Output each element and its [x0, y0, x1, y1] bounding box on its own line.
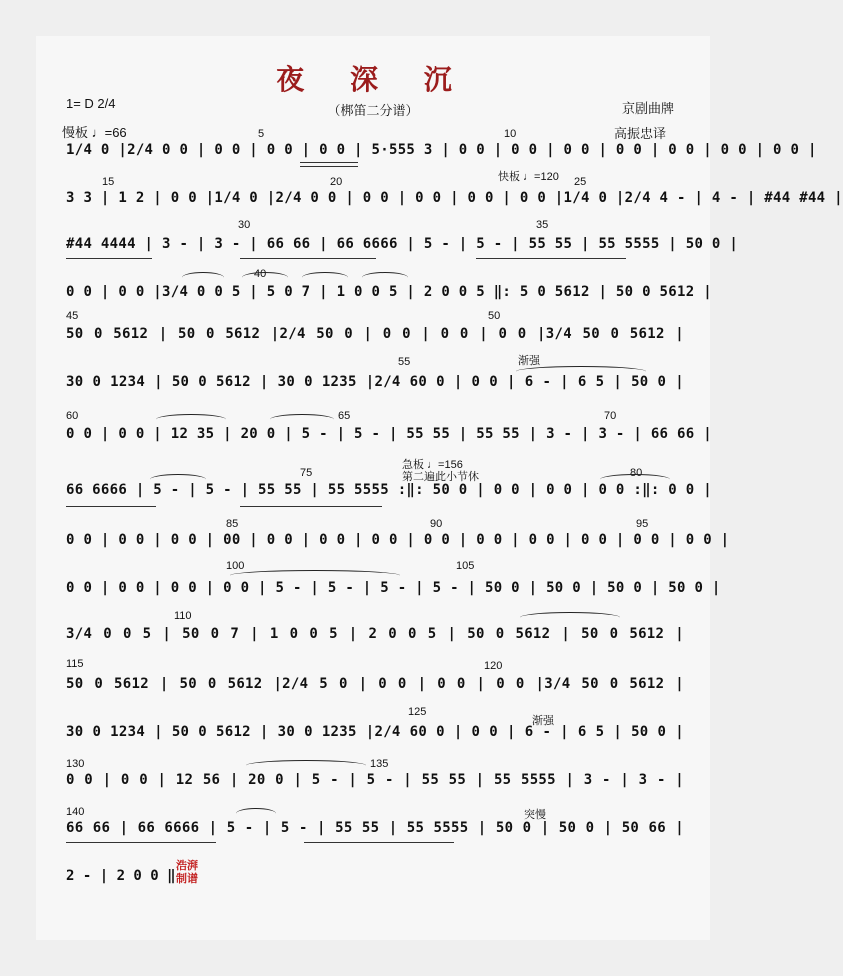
measure-number: 125 [408, 706, 427, 718]
slur-mark [230, 570, 400, 581]
score-line-14: 0 0 | 0 0 | 12 56 | 20 0 | 5 - | 5 - | 55 55 | 55 5555 | 3 - | 3 - | [66, 772, 684, 788]
measure-number: 70 [604, 410, 617, 422]
slur-mark [520, 612, 620, 623]
slur-mark [516, 366, 646, 377]
slur-mark [236, 808, 276, 819]
measure-number: 75 [300, 467, 313, 479]
score-line-11: 3/4 0 0 5 | 50 0 7 | 1 0 0 5 | 2 0 0 5 | 50 0 5612 | 50 0 5612 | [66, 626, 684, 642]
score-line-2: 3 3 | 1 2 | 0 0 |1/4 0 |2/4 0 0 | 0 0 | 0 0 | 0 0 | 0 0 |1/4 0 |2/4 4 - | 4 - | #44 #44 | [66, 190, 843, 206]
key-signature: 1= D 2/4 [66, 96, 116, 111]
beam-line [66, 258, 152, 259]
crescendo-mark: 渐强 [532, 715, 554, 727]
beam-line [240, 506, 382, 507]
measure-number: 30 [238, 219, 251, 231]
tempo-very-fast: 急板 ♩=156 [402, 459, 463, 471]
beam-line [240, 258, 376, 259]
tempo-fast: 快板 ♩=120 [498, 171, 559, 183]
measure-number: 40 [254, 268, 267, 280]
slur-mark [242, 272, 288, 283]
measure-number: 50 [488, 310, 501, 322]
sudden-slow-mark: 突慢 [524, 809, 546, 821]
score-line-1: 1/4 0 |2/4 0 0 | 0 0 | 0 0 | 0 0 | 5·555 3 | 0 0 | 0 0 | 0 0 | 0 0 | 0 0 | 0 0 | 0 0 | [66, 142, 817, 158]
measure-number: 15 [102, 176, 115, 188]
slur-mark [182, 272, 224, 283]
score-title: 夜 深 沉 [276, 63, 470, 96]
measure-number: 115 [66, 658, 84, 670]
measure-number: 135 [370, 758, 389, 770]
measure-number: 55 [398, 356, 411, 368]
slur-mark [600, 474, 670, 485]
score-line-9: 0 0 | 0 0 | 0 0 | 00 | 0 0 | 0 0 | 0 0 | 0 0 | 0 0 | 0 0 | 0 0 | 0 0 | 0 0 | [66, 532, 730, 548]
measure-number: 100 [226, 560, 245, 572]
measure-number: 140 [66, 806, 85, 818]
measure-number: 5 [258, 128, 265, 140]
beam-line [300, 162, 358, 163]
beam-line [300, 166, 358, 167]
slur-mark [150, 474, 206, 485]
score-line-5: 50 0 5612 | 50 0 5612 |2/4 50 0 | 0 0 | 0 0 | 0 0 |3/4 50 0 5612 | [66, 326, 684, 342]
crescendo-mark: 渐强 [518, 355, 540, 367]
score-line-3: #44 4444 | 3 - | 3 - | 66 66 | 66 6666 | 5 - | 5 - | 55 55 | 55 5555 | 50 0 | [66, 236, 739, 252]
measure-number: 60 [66, 410, 79, 422]
measure-number: 130 [66, 758, 85, 770]
genre-label: 京剧曲牌 [622, 101, 675, 116]
score-line-8: 66 6666 | 5 - | 5 - | 55 55 | 55 5555 :‖: 50 0 | 0 0 | 0 0 | 0 0 :‖: 0 0 | [66, 482, 712, 498]
score-line-12: 50 0 5612 | 50 0 5612 |2/4 5 0 | 0 0 | 0 0 | 0 0 |3/4 50 0 5612 | [66, 676, 684, 692]
measure-number: 80 [630, 467, 643, 479]
measure-number: 110 [174, 610, 192, 622]
final-measures: 2 - | 2 0 0 ‖ [66, 868, 176, 884]
beam-line [66, 842, 216, 843]
beam-line [476, 258, 626, 259]
measure-number: 25 [574, 176, 587, 188]
slur-mark [270, 414, 334, 425]
score-line-10: 0 0 | 0 0 | 0 0 | 0 0 | 5 - | 5 - | 5 - | 5 - | 50 0 | 50 0 | 50 0 | 50 0 | [66, 580, 721, 596]
slur-mark [246, 760, 366, 771]
measure-number: 95 [636, 518, 649, 530]
score-line-7: 0 0 | 0 0 | 12 35 | 20 0 | 5 - | 5 - | 55 55 | 55 55 | 3 - | 3 - | 66 66 | [66, 426, 712, 442]
slur-mark [156, 414, 226, 425]
score-line-13: 30 0 1234 | 50 0 5612 | 30 0 1235 |2/4 60 0 | 0 0 | 6 - | 6 5 | 50 0 | [66, 724, 684, 740]
beam-line [66, 506, 156, 507]
measure-number: 45 [66, 310, 79, 322]
slur-mark [302, 272, 348, 283]
measure-number: 65 [338, 410, 351, 422]
arranger-stamp: 浩湃 制谱 [176, 860, 198, 885]
score-line-15: 66 66 | 66 6666 | 5 - | 5 - | 55 55 | 55 5555 | 50 0 | 50 0 | 50 66 | [66, 820, 684, 836]
second-pass-note: 第二遍此小节休 [402, 471, 479, 483]
measure-number: 20 [330, 176, 343, 188]
tempo-marking: 慢板 ♩=66 [62, 125, 127, 140]
score-subtitle: （梆笛二分谱） [327, 103, 419, 118]
measure-number: 10 [504, 128, 517, 140]
score-line-6: 30 0 1234 | 50 0 5612 | 30 0 1235 |2/4 60 0 | 0 0 | 6 - | 6 5 | 50 0 | [66, 374, 684, 390]
measure-number: 120 [484, 660, 503, 672]
slur-mark [362, 272, 408, 283]
measure-number: 35 [536, 219, 549, 231]
arranger-label: 高振忠译 [614, 126, 667, 141]
beam-line [304, 842, 454, 843]
score-line-4: 0 0 | 0 0 |3/4 0 0 5 | 5 0 7 | 1 0 0 5 | 2 0 0 5 ‖: 5 0 5612 | 50 0 5612 | [66, 284, 712, 300]
measure-number: 85 [226, 518, 239, 530]
measure-number: 105 [456, 560, 475, 572]
measure-number: 90 [430, 518, 443, 530]
